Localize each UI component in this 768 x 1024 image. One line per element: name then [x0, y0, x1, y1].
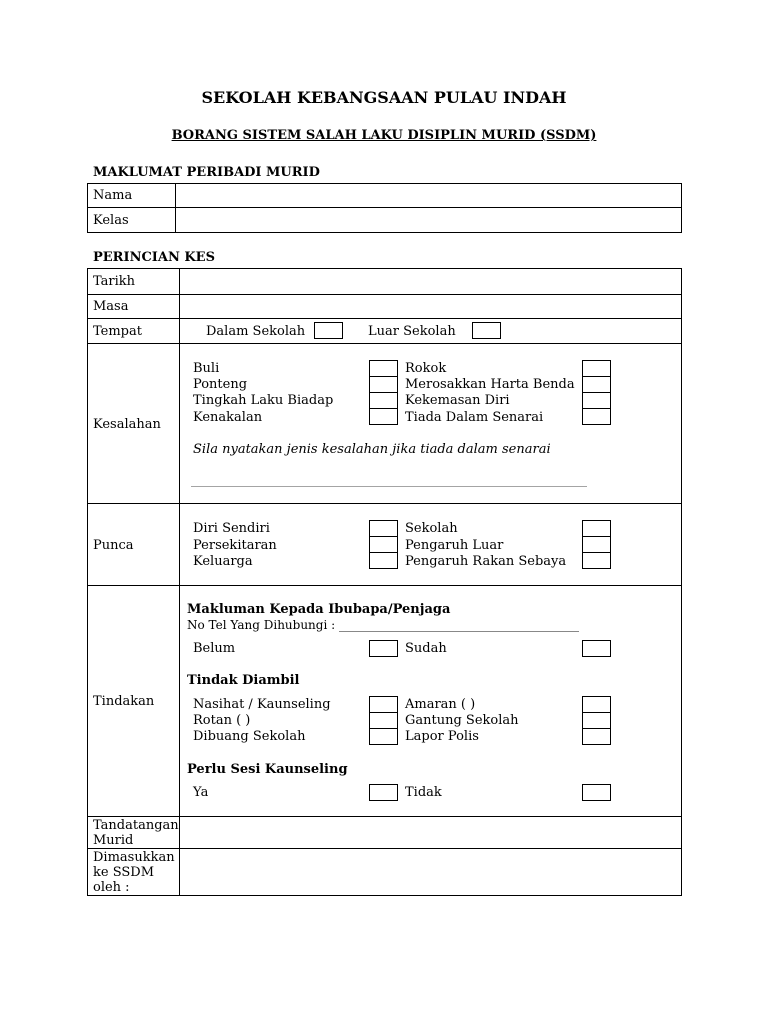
cause-option: Pengaruh Rakan Sebaya [405, 554, 567, 569]
date-field[interactable] [181, 270, 680, 293]
entered-by-field[interactable] [181, 850, 680, 894]
place-outside-label: Luar Sekolah [368, 324, 456, 339]
cause-option: Pengaruh Luar [405, 538, 504, 553]
taken-option: Rotan ( ) [193, 713, 251, 728]
action-label: Tindakan [93, 694, 155, 709]
taken-option: Gantung Sekolah [405, 713, 519, 728]
not-yet-checkbox[interactable] [369, 640, 398, 657]
place-label: Tempat [93, 324, 142, 339]
offense-option: Merosakkan Harta Benda [405, 377, 575, 392]
form-title: BORANG SISTEM SALAH LAKU DISIPLIN MURID (SSDM) [171, 128, 597, 143]
entered-by-label: ke SSDM [93, 865, 155, 880]
taken-heading: Tindak Diambil [187, 673, 300, 688]
student-sign-label: Tandatangan [93, 818, 179, 833]
entered-by-label: oleh : [93, 880, 130, 895]
cause-checkbox[interactable] [582, 520, 611, 537]
taken-checkbox[interactable] [369, 712, 398, 729]
done-checkbox[interactable] [582, 640, 611, 657]
offense-checkbox[interactable] [369, 360, 398, 377]
cause-label: Punca [93, 538, 134, 553]
cause-option: Keluarga [193, 554, 253, 569]
entered-by-label: Dimasukkan [93, 850, 175, 865]
taken-option: Amaran ( ) [405, 697, 476, 712]
offense-checkbox[interactable] [582, 360, 611, 377]
class-field[interactable] [177, 209, 680, 231]
school-title: SEKOLAH KEBANGSAAN PULAU INDAH [201, 88, 567, 107]
name-label: Nama [93, 188, 133, 203]
time-field[interactable] [181, 296, 680, 317]
cause-checkbox[interactable] [369, 520, 398, 537]
offense-checkbox[interactable] [369, 376, 398, 393]
student-sign-field[interactable] [181, 818, 680, 847]
taken-checkbox[interactable] [369, 696, 398, 713]
case-section-heading: PERINCIAN KES [93, 250, 215, 265]
notify-heading: Makluman Kepada Ibubapa/Penjaga [187, 602, 451, 617]
offense-other-line[interactable]: ________________________________________________________________________________________ [191, 477, 587, 487]
taken-checkbox[interactable] [582, 712, 611, 729]
offense-option: Tingkah Laku Biadap [193, 393, 334, 408]
personal-section-heading: MAKLUMAT PERIBADI MURID [93, 165, 320, 180]
phone-field[interactable]: No Tel Yang Dihubungi : ________________________________________ [187, 618, 579, 632]
yes-label: Ya [193, 785, 209, 800]
done-label: Sudah [405, 641, 447, 656]
taken-option: Nasihat / Kaunseling [193, 697, 331, 712]
no-checkbox[interactable] [582, 784, 611, 801]
cause-option: Diri Sendiri [193, 521, 270, 536]
cause-checkbox[interactable] [582, 552, 611, 569]
offense-option: Kekemasan Diri [405, 393, 510, 408]
cause-option: Sekolah [405, 521, 458, 536]
offense-checkbox[interactable] [369, 408, 398, 425]
offense-option: Rokok [405, 361, 447, 376]
no-label: Tidak [405, 785, 442, 800]
cause-checkbox[interactable] [369, 536, 398, 553]
place-outside-checkbox[interactable] [472, 322, 501, 339]
place-inside-checkbox[interactable] [314, 322, 343, 339]
place-inside-label: Dalam Sekolah [206, 324, 306, 339]
counsel-heading: Perlu Sesi Kaunseling [187, 762, 348, 777]
offense-checkbox[interactable] [582, 408, 611, 425]
class-label: Kelas [93, 213, 129, 228]
offense-option: Ponteng [193, 377, 248, 392]
taken-option: Lapor Polis [405, 729, 479, 744]
student-sign-label: Murid [93, 833, 134, 848]
not-yet-label: Belum [193, 641, 236, 656]
offense-note: Sila nyatakan jenis kesalahan jika tiada dalam senarai [193, 442, 551, 457]
cause-checkbox[interactable] [369, 552, 398, 569]
time-label: Masa [93, 299, 129, 314]
offense-option: Buli [193, 361, 220, 376]
taken-option: Dibuang Sekolah [193, 729, 306, 744]
cause-checkbox[interactable] [582, 536, 611, 553]
taken-checkbox[interactable] [582, 696, 611, 713]
name-field[interactable] [177, 185, 680, 206]
offense-option: Tiada Dalam Senarai [405, 410, 544, 425]
taken-checkbox[interactable] [582, 728, 611, 745]
offense-checkbox[interactable] [369, 392, 398, 409]
offense-option: Kenakalan [193, 410, 263, 425]
taken-checkbox[interactable] [369, 728, 398, 745]
offense-checkbox[interactable] [582, 392, 611, 409]
offense-checkbox[interactable] [582, 376, 611, 393]
offense-label: Kesalahan [93, 417, 161, 432]
date-label: Tarikh [93, 274, 136, 289]
cause-option: Persekitaran [193, 538, 277, 553]
yes-checkbox[interactable] [369, 784, 398, 801]
